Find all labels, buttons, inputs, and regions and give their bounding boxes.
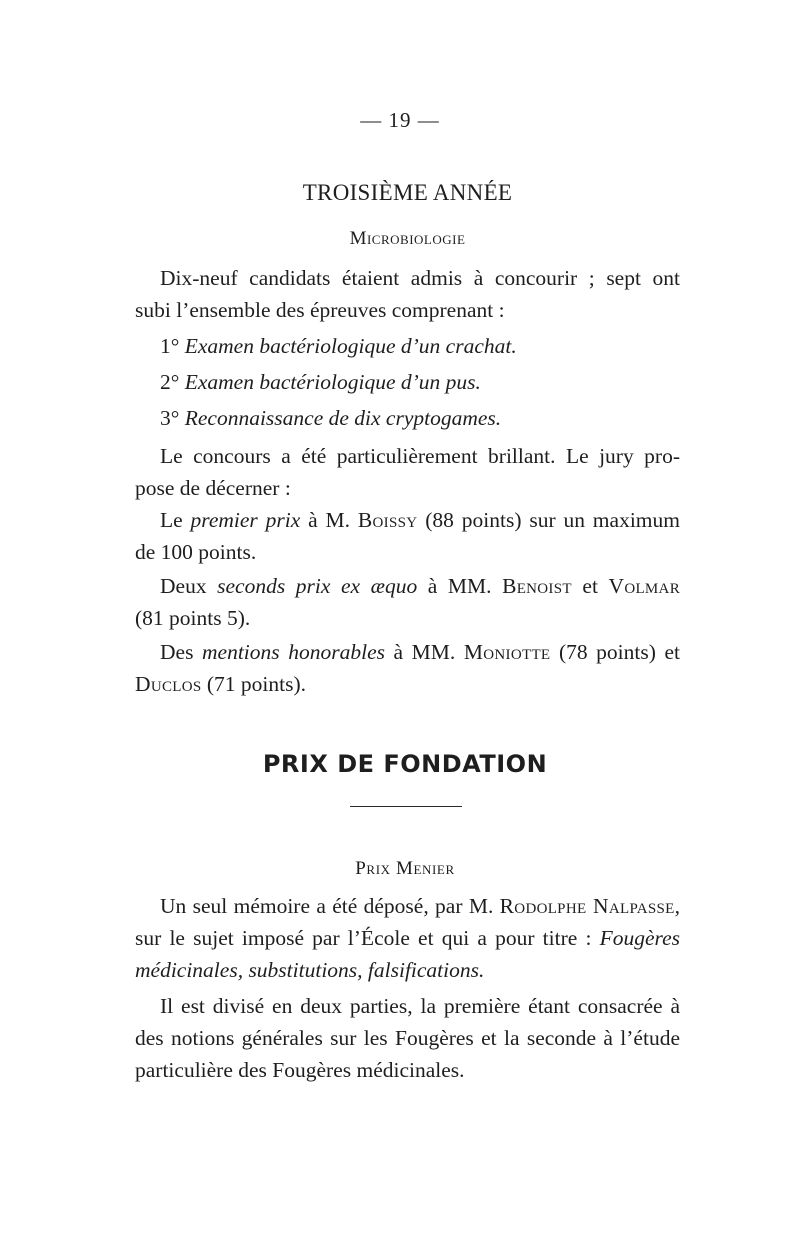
- paragraph-line: particulière des Fougères médicinales.: [135, 1058, 465, 1082]
- list-number: 3°: [160, 406, 180, 430]
- text-run: à MM.: [384, 640, 464, 664]
- person-name: Benoist: [502, 574, 572, 598]
- text-run: Des: [160, 640, 203, 664]
- list-item: [160, 334, 517, 359]
- paragraph-line: pose de décerner :: [135, 476, 291, 500]
- text-run: et: [571, 574, 609, 598]
- list-number: 1°: [160, 334, 180, 358]
- person-name: Duclos: [135, 672, 202, 696]
- text-run: sur le sujet imposé par l’École et qui a pour titre :: [135, 926, 600, 950]
- text-run-italic: médicinales, substitutions, falsifications.: [135, 958, 485, 982]
- text-run-italic: seconds prix ex æquo: [217, 574, 418, 598]
- list-item: [160, 406, 501, 431]
- text-run-italic: Fougères: [599, 926, 680, 950]
- divider: [350, 806, 462, 807]
- section-subtitle: Microbiologie: [349, 228, 466, 249]
- prix-subtitle: Prix Menier: [355, 858, 455, 879]
- paragraph-line: [160, 574, 680, 599]
- paragraph-line: des notions générales sur les Fougères et la seconde à l’étude: [135, 1026, 680, 1050]
- prix-title: PRIX DE FONDATION: [262, 750, 548, 778]
- person-name: Boissy: [357, 508, 418, 532]
- text-run: (78 points) et: [550, 640, 681, 664]
- paragraph-line: [135, 672, 306, 697]
- paragraph-line: (81 points 5).: [135, 606, 251, 630]
- text-run-italic: premier prix: [190, 508, 301, 532]
- person-name: Moniotte: [463, 640, 551, 664]
- text-run: Le: [160, 508, 191, 532]
- text-run: à M.: [300, 508, 358, 532]
- paragraph-line: [135, 958, 484, 983]
- person-name: Rodolphe Nalpasse: [499, 894, 675, 918]
- text-run: (88 points) sur un maximum: [417, 508, 680, 532]
- person-name: Volmar: [608, 574, 680, 598]
- paragraph-line: Le concours a été particulièrement brillant. Le jury pro-: [160, 444, 680, 468]
- paragraph-line: [135, 926, 680, 951]
- paragraph-line: [160, 640, 680, 665]
- paragraph-line: Dix-neuf candidats étaient admis à concourir ; sept ont: [160, 266, 680, 290]
- paragraph-line: subi l’ensemble des épreuves comprenant :: [135, 298, 505, 322]
- list-text: Examen bactériologique d’un pus.: [184, 370, 481, 394]
- list-item: [160, 370, 481, 395]
- text-run: à MM.: [417, 574, 503, 598]
- paragraph-line: [160, 894, 680, 919]
- text-run: ,: [674, 894, 680, 918]
- page-number: — 19 —: [360, 108, 440, 132]
- list-text: Examen bactériologique d’un crachat.: [184, 334, 517, 358]
- paragraph-line: de 100 points.: [135, 540, 257, 564]
- paragraph-line: [160, 508, 680, 533]
- text-run: Un seul mémoire a été déposé, par M.: [160, 894, 500, 918]
- text-run-italic: mentions honorables: [202, 640, 385, 664]
- text-run: Deux: [160, 574, 218, 598]
- text-run: (71 points).: [201, 672, 307, 696]
- list-text: Reconnaissance de dix cryptogames.: [184, 406, 502, 430]
- list-number: 2°: [160, 370, 180, 394]
- section-title: TROISIÈME ANNÉE: [302, 180, 513, 205]
- paragraph-line: Il est divisé en deux parties, la première étant consacrée à: [160, 994, 680, 1018]
